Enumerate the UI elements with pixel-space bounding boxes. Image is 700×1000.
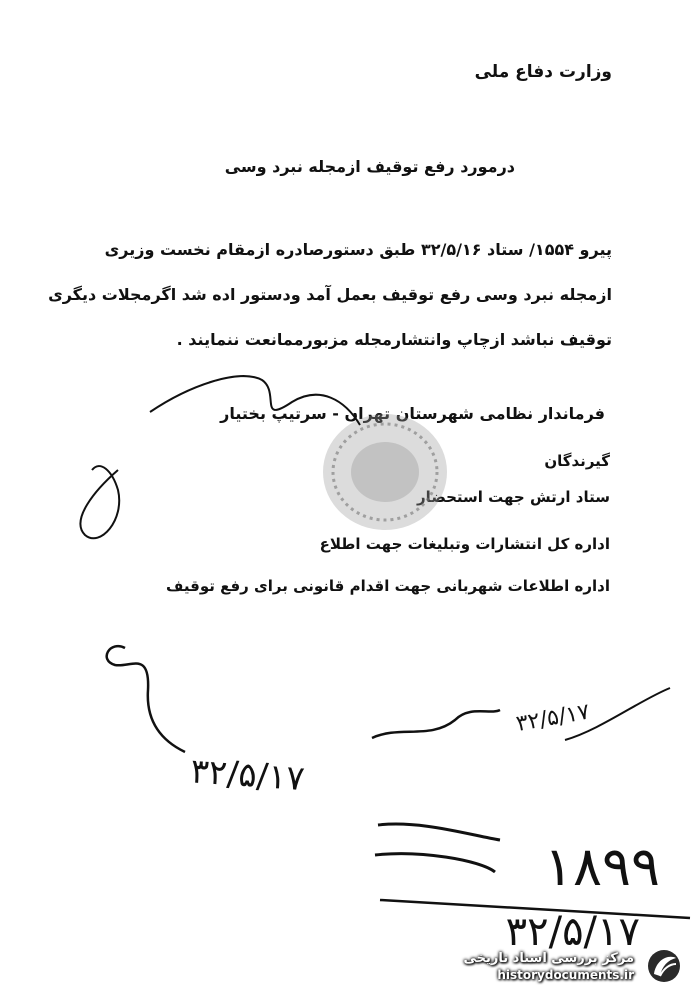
document-subject: درمورد رفع توقیف ازمجله نبرد وسی bbox=[224, 157, 515, 176]
official-stamp bbox=[323, 414, 447, 530]
recipient-3: اداره اطلاعات شهربانی جهت اقدام قانونی برای رفع توقیف bbox=[166, 577, 610, 595]
body-line-3: توقیف نباشد ازچاپ وانتشارمجله مزبورممانعت ننمایند . bbox=[176, 330, 612, 349]
margin-loop bbox=[80, 466, 119, 538]
signatory-line: فرماندار نظامی شهرستان تهران - سرتیپ بختیار bbox=[220, 404, 605, 423]
recipient-2: اداره کل انتشارات وتبلیغات جهت اطلاع bbox=[319, 535, 610, 553]
right-date-flourish bbox=[372, 710, 500, 738]
handwritten-date-bottom: ۳۲/۵/۱۷ bbox=[505, 909, 640, 955]
archive-watermark bbox=[464, 944, 687, 988]
bottom-date-line bbox=[380, 900, 690, 918]
watermark-url: historydocuments.ir bbox=[497, 967, 634, 982]
handwritten-number: ۱۸۹۹ bbox=[543, 835, 660, 898]
archive-logo-icon bbox=[642, 944, 686, 988]
number-strokes bbox=[375, 824, 500, 872]
body-line-1: پیرو ۱۵۵۴/ ستاد ۳۲/۵/۱۶ طبق دستورصادره ازمقام نخست وزیری bbox=[104, 240, 612, 259]
ministry-header: وزارت دفاع ملی bbox=[474, 62, 612, 82]
body-line-2: ازمجله نبرد وسی رفع توقیف بعمل آمد ودستور اده شد اگرمجلات دیگری bbox=[48, 285, 612, 304]
right-date-tail bbox=[565, 688, 670, 740]
handwritten-date-right: ۳۲/۵/۱۷ bbox=[514, 699, 592, 737]
watermark-title: مرکز بررسی اسناد تاریخی bbox=[463, 950, 634, 966]
recipient-1: ستاد ارتش جهت استحضار bbox=[417, 488, 610, 506]
recipients-title: گیرندگان bbox=[544, 452, 610, 470]
handwritten-date-left: ۳۲/۵/۱۷ bbox=[189, 751, 306, 800]
left-date-flourish bbox=[107, 646, 185, 752]
